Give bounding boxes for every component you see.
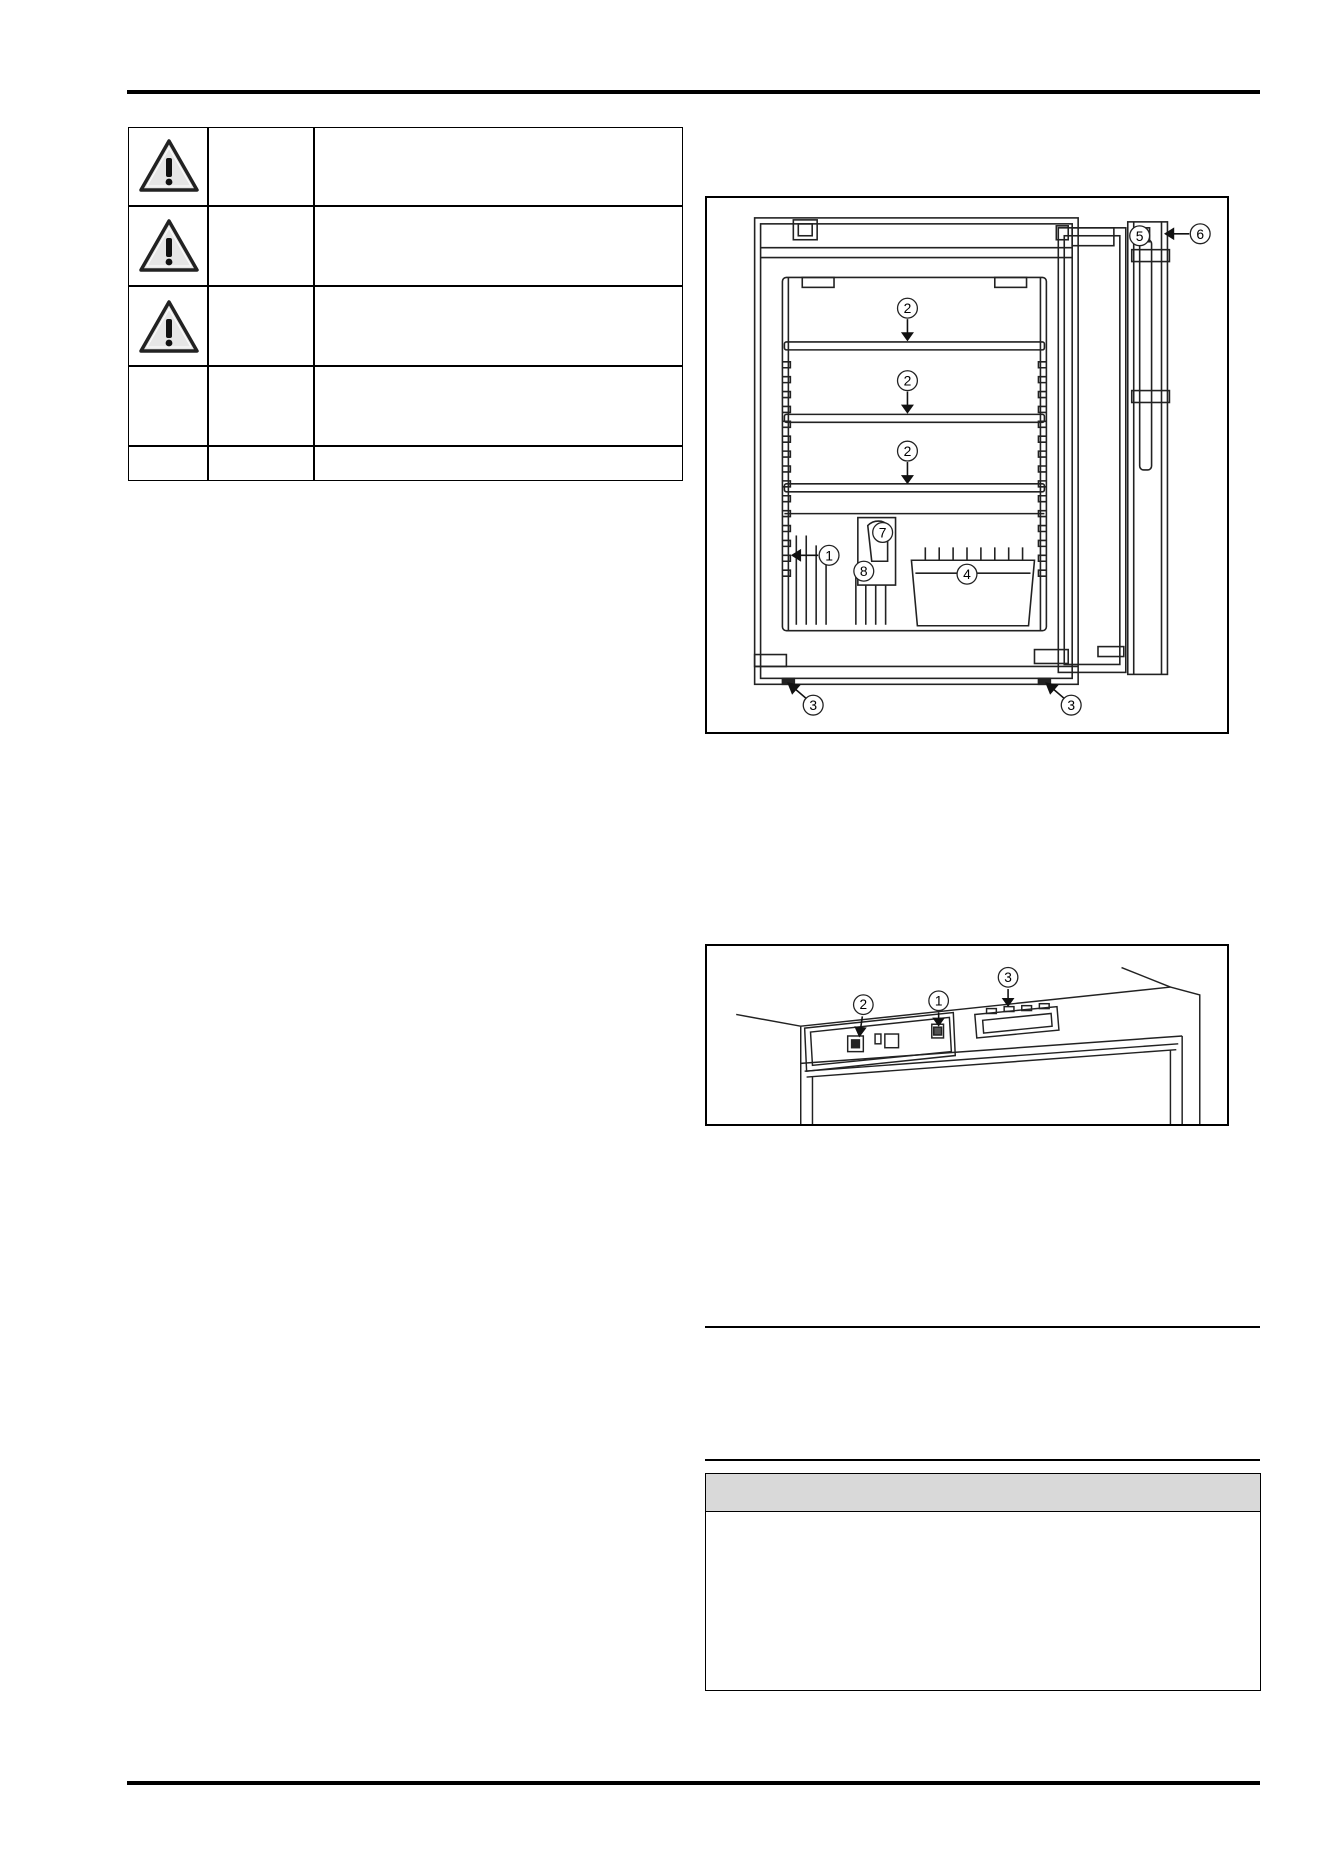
callout-2: 2 bbox=[859, 997, 868, 1013]
footer-rule bbox=[127, 1781, 1260, 1785]
callout-2: 2 bbox=[903, 372, 912, 389]
note-box bbox=[705, 1473, 1261, 1691]
callout-6: 6 bbox=[1196, 225, 1205, 242]
callout-1: 1 bbox=[825, 547, 833, 564]
control-panel-figure bbox=[705, 944, 1229, 1126]
callout-3: 3 bbox=[1067, 697, 1076, 714]
warning-triangle-icon bbox=[138, 138, 200, 194]
signal-word-table bbox=[128, 127, 683, 481]
callout-3: 3 bbox=[1004, 969, 1012, 985]
appliance-drawing bbox=[707, 198, 1227, 732]
callout-4: 4 bbox=[963, 566, 971, 583]
note-header-bar bbox=[706, 1474, 1260, 1512]
callout-5: 5 bbox=[1135, 227, 1144, 244]
warning-triangle-icon bbox=[138, 299, 200, 355]
table-row bbox=[128, 445, 209, 481]
callout-2: 2 bbox=[903, 300, 912, 317]
callout-3: 3 bbox=[809, 697, 818, 714]
callout-7: 7 bbox=[878, 524, 887, 541]
callout-2: 2 bbox=[903, 443, 912, 460]
warning-triangle-icon bbox=[138, 218, 200, 274]
appliance-overview-figure bbox=[705, 196, 1229, 734]
control-panel-drawing bbox=[707, 946, 1227, 1124]
callout-8: 8 bbox=[859, 563, 868, 580]
table-row bbox=[128, 365, 209, 447]
section-divider bbox=[705, 1459, 1260, 1461]
header-rule bbox=[127, 90, 1260, 94]
callout-1: 1 bbox=[934, 993, 943, 1009]
section-divider bbox=[705, 1326, 1260, 1328]
